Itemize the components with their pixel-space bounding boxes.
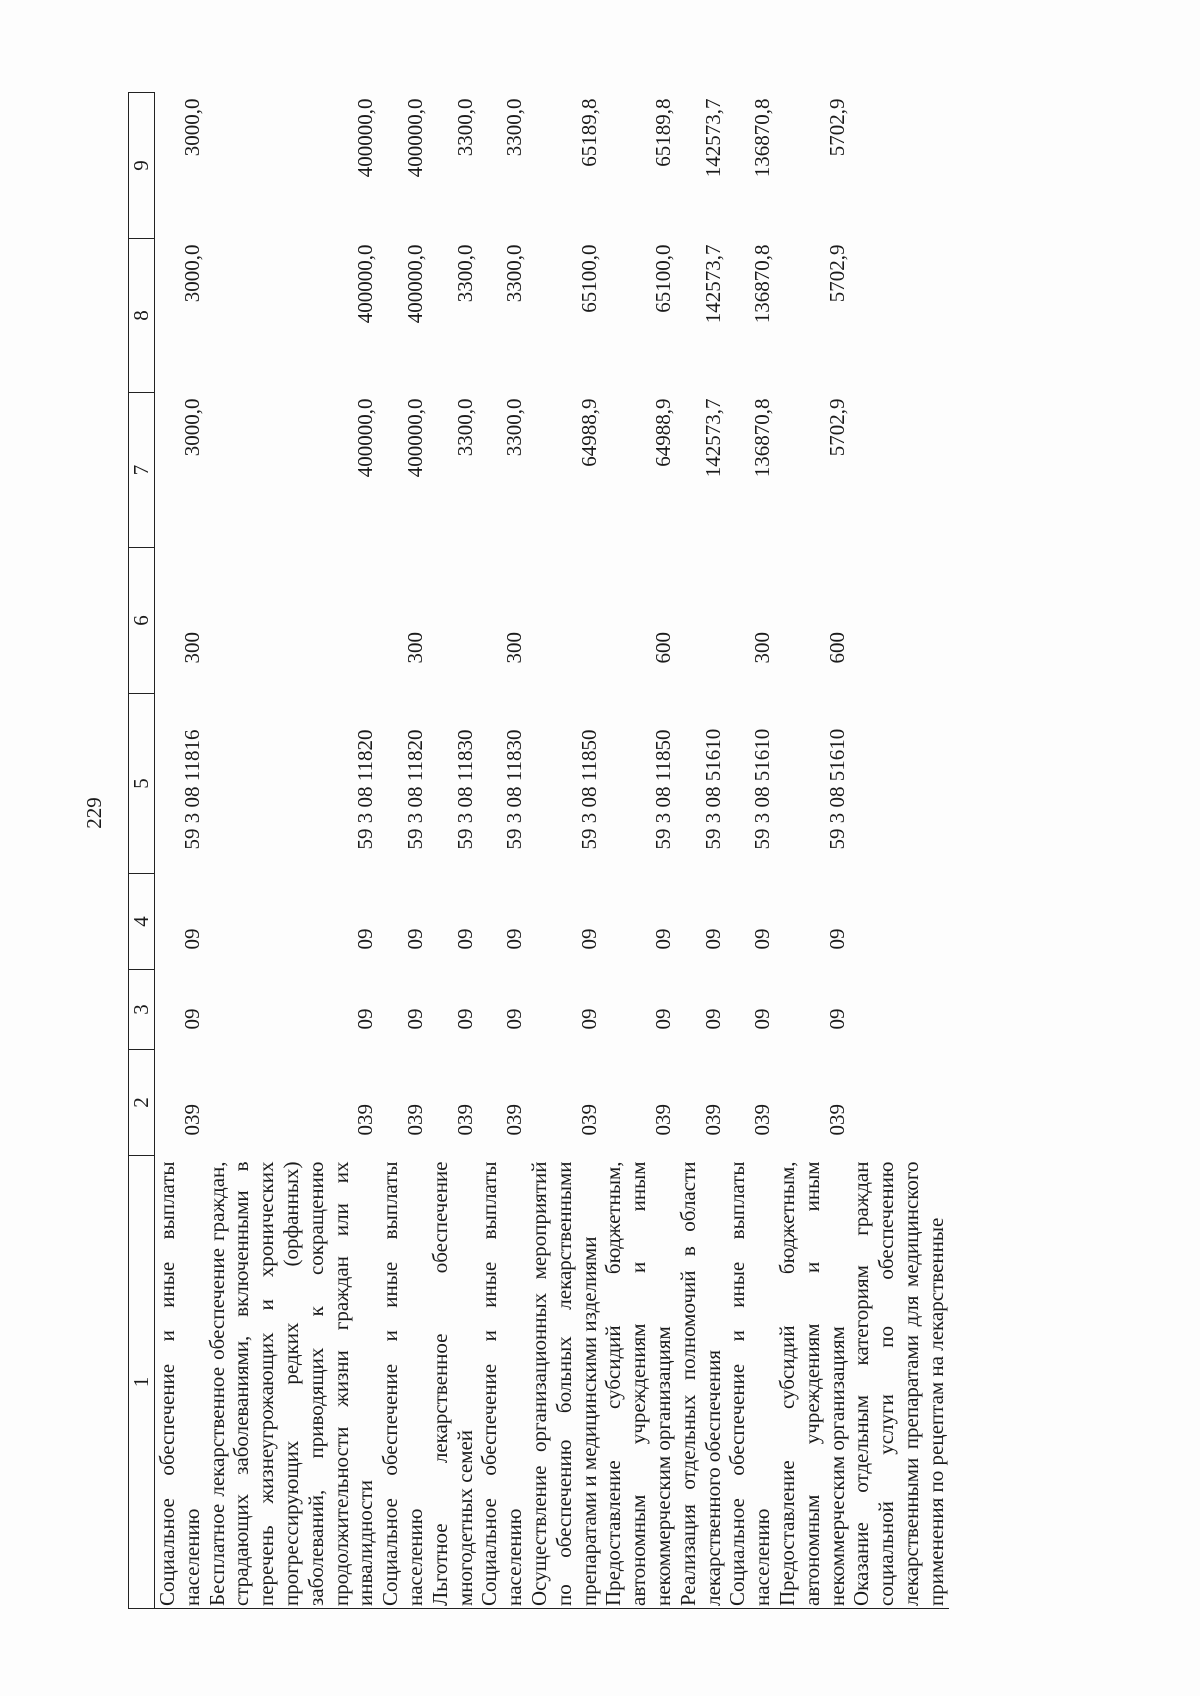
amount-col8-cell: 400000,0 xyxy=(402,244,427,324)
row-name-cell: Оказание отдельным категориям граждан социальной услуги по обеспечению лекарственными препаратами для медицинского применения по рецептам на лекарственные xyxy=(849,1156,948,1609)
column-header-9: 9 xyxy=(129,93,155,239)
expense-type-cell xyxy=(849,548,948,694)
table-row xyxy=(428,93,478,1609)
section-code-cell: 09 xyxy=(402,1008,427,1030)
amount-col7-cell xyxy=(849,393,948,548)
amount-col7-cell: 5702,9 xyxy=(824,398,849,457)
subsection-code-cell: 09 xyxy=(353,928,378,950)
ministry-code-cell: 039 xyxy=(353,1104,378,1136)
table-row xyxy=(477,93,527,1609)
header-row xyxy=(129,93,155,1609)
target-article-cell: 59 3 08 11816 xyxy=(179,729,204,850)
amount-col9-cell: 65189,8 xyxy=(650,98,675,167)
section-code-cell: 09 xyxy=(179,1008,204,1030)
amount-col7-cell: 400000,0 xyxy=(353,398,378,478)
subsection-code-cell: 09 xyxy=(402,928,427,950)
amount-col8-cell: 400000,0 xyxy=(353,244,378,324)
amount-col9-cell: 65189,8 xyxy=(576,98,601,167)
table-row xyxy=(155,93,205,1609)
budget-table xyxy=(128,92,949,1609)
amount-col7-cell: 136870,8 xyxy=(750,398,775,478)
subsection-code-cell: 09 xyxy=(750,928,775,950)
row-name-cell: Социальное обеспечение и иные выплаты населению xyxy=(725,1156,775,1609)
target-article-cell: 59 3 08 51610 xyxy=(700,728,725,850)
table-row xyxy=(527,93,601,1609)
table-row xyxy=(849,93,948,1609)
amount-col7-cell: 142573,7 xyxy=(700,398,725,478)
row-name-cell: Предоставление субсидий бюджетным, автономным учреждениям и иным некоммерческим организациям xyxy=(601,1156,675,1609)
row-name-cell: Реализация отдельных полномочий в области лекарственного обеспечения xyxy=(676,1156,726,1609)
row-name-cell: Социальное обеспечение и иные выплаты населению xyxy=(477,1156,527,1609)
amount-col9-cell: 142573,7 xyxy=(700,98,725,178)
column-header-7: 7 xyxy=(129,393,155,548)
expense-type-cell: 300 xyxy=(179,632,204,664)
column-header-3: 3 xyxy=(129,970,155,1050)
column-header-4: 4 xyxy=(129,874,155,970)
amount-col9-cell: 136870,8 xyxy=(750,98,775,178)
amount-col8-cell: 3300,0 xyxy=(502,244,527,303)
amount-col7-cell: 400000,0 xyxy=(402,398,427,478)
section-code-cell: 09 xyxy=(650,1008,675,1030)
amount-col9-cell: 5702,9 xyxy=(824,98,849,157)
expense-type-cell: 300 xyxy=(750,632,775,664)
amount-col7-cell: 3300,0 xyxy=(452,398,477,457)
column-header-2: 2 xyxy=(129,1050,155,1156)
column-header-1: 1 xyxy=(129,1156,155,1609)
ministry-code-cell: 039 xyxy=(750,1104,775,1136)
amount-col9-cell: 400000,0 xyxy=(402,98,427,178)
page-number: 229 xyxy=(82,797,106,829)
table-row xyxy=(676,93,726,1609)
amount-col9-cell: 400000,0 xyxy=(353,98,378,178)
amount-col9-cell: 3300,0 xyxy=(502,98,527,157)
ministry-code-cell: 039 xyxy=(650,1104,675,1136)
target-article-cell: 59 3 08 11820 xyxy=(402,729,427,850)
section-code-cell: 09 xyxy=(750,1008,775,1030)
row-name-cell: Социальное обеспечение и иные выплаты населению xyxy=(378,1156,428,1609)
ministry-code-cell: 039 xyxy=(700,1104,725,1136)
amount-col8-cell: 136870,8 xyxy=(750,244,775,324)
ministry-code-cell: 039 xyxy=(179,1104,204,1136)
subsection-code-cell: 09 xyxy=(452,928,477,950)
ministry-code-cell: 039 xyxy=(402,1104,427,1136)
amount-col9-cell: 3000,0 xyxy=(179,98,204,157)
amount-col9-cell: 3300,0 xyxy=(452,98,477,157)
table-row xyxy=(378,93,428,1609)
expense-type-cell xyxy=(527,548,601,694)
expense-type-cell xyxy=(676,548,726,694)
expense-type-cell: 300 xyxy=(402,632,427,664)
subsection-code-cell xyxy=(849,874,948,970)
amount-col8-cell: 3300,0 xyxy=(452,244,477,303)
expense-type-cell: 600 xyxy=(824,632,849,664)
ministry-code-cell xyxy=(849,1050,948,1156)
target-article-cell: 59 3 08 11850 xyxy=(650,729,675,850)
target-article-cell: 59 3 08 51610 xyxy=(824,728,849,850)
section-code-cell xyxy=(849,970,948,1050)
subsection-code-cell: 09 xyxy=(650,928,675,950)
amount-col8-cell: 3000,0 xyxy=(179,244,204,303)
amount-col7-cell: 64988,9 xyxy=(576,398,601,467)
amount-col7-cell: 64988,9 xyxy=(650,398,675,467)
target-article-cell: 59 3 08 11830 xyxy=(452,729,477,850)
amount-col8-cell xyxy=(849,239,948,393)
table-row xyxy=(601,93,675,1609)
section-code-cell: 09 xyxy=(824,1008,849,1030)
table-header xyxy=(129,93,155,1609)
ministry-code-cell: 039 xyxy=(576,1104,601,1136)
subsection-code-cell: 09 xyxy=(576,928,601,950)
target-article-cell: 59 3 08 11850 xyxy=(576,729,601,850)
ministry-code-cell: 039 xyxy=(452,1104,477,1136)
table-body xyxy=(155,93,949,1609)
table-row xyxy=(725,93,775,1609)
amount-col7-cell: 3000,0 xyxy=(179,398,204,457)
row-name-cell: Льготное лекарственное обеспечение многодетных семей xyxy=(428,1156,478,1609)
column-header-6: 6 xyxy=(129,548,155,694)
amount-col9-cell xyxy=(849,93,948,239)
subsection-code-cell: 09 xyxy=(700,928,725,950)
column-header-8: 8 xyxy=(129,239,155,393)
expense-type-cell: 300 xyxy=(502,632,527,664)
ministry-code-cell: 039 xyxy=(824,1104,849,1136)
amount-col8-cell: 65100,0 xyxy=(576,244,601,313)
amount-col8-cell: 65100,0 xyxy=(650,244,675,313)
row-name-cell: Бесплатное лекарственное обеспечение граждан, страдающих заболеваниями, включенными в перечень жизнеугрожающих и хронических прогрессирующих редких (орфанных) заболеваний, приводящих к сокращению продолжительности жизни граждан или их инвалидности xyxy=(205,1156,379,1609)
subsection-code-cell: 09 xyxy=(824,928,849,950)
expense-type-cell: 600 xyxy=(650,632,675,664)
section-code-cell: 09 xyxy=(452,1008,477,1030)
table-row xyxy=(205,93,379,1609)
column-header-5: 5 xyxy=(129,694,155,874)
section-code-cell: 09 xyxy=(576,1008,601,1030)
section-code-cell: 09 xyxy=(502,1008,527,1030)
row-name-cell: Социальное обеспечение и иные выплаты населению xyxy=(155,1156,205,1609)
amount-col7-cell: 3300,0 xyxy=(502,398,527,457)
amount-col8-cell: 5702,9 xyxy=(824,244,849,303)
amount-col8-cell: 142573,7 xyxy=(700,244,725,324)
target-article-cell: 59 3 08 51610 xyxy=(750,728,775,850)
table-row xyxy=(775,93,849,1609)
expense-type-cell xyxy=(205,548,379,694)
row-name-cell: Предоставление субсидий бюджетным, автономным учреждениям и иным некоммерческим организациям xyxy=(775,1156,849,1609)
subsection-code-cell: 09 xyxy=(502,928,527,950)
target-article-cell xyxy=(849,694,948,874)
row-name-cell: Осуществление организационных мероприятий по обеспечению больных лекарственными препаратами и медицинскими изделиями xyxy=(527,1156,601,1609)
section-code-cell: 09 xyxy=(353,1008,378,1030)
expense-type-cell xyxy=(428,548,478,694)
target-article-cell: 59 3 08 11830 xyxy=(502,729,527,850)
section-code-cell: 09 xyxy=(700,1008,725,1030)
subsection-code-cell: 09 xyxy=(179,928,204,950)
target-article-cell: 59 3 08 11820 xyxy=(353,729,378,850)
ministry-code-cell: 039 xyxy=(502,1104,527,1136)
